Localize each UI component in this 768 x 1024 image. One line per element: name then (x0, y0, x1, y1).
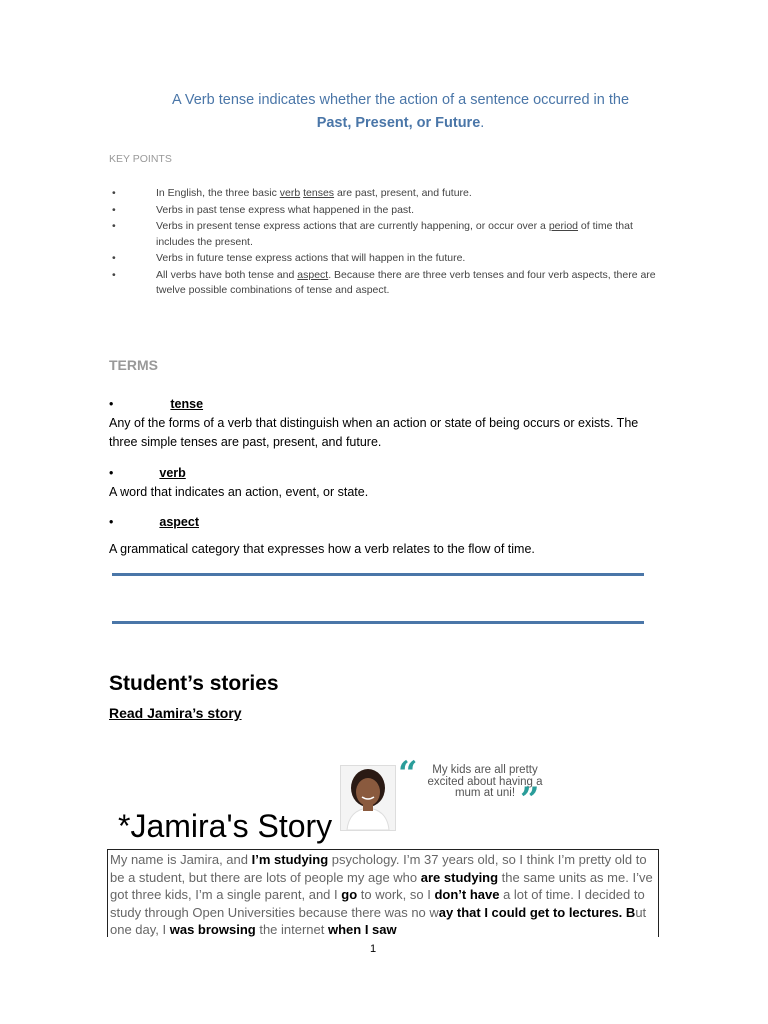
divider (112, 573, 644, 576)
term-title (109, 464, 669, 483)
bullet: • (109, 397, 114, 411)
page-number: 1 (370, 943, 377, 955)
list-item (109, 186, 664, 202)
key-points-heading: KEY POINTS (109, 153, 172, 165)
bullet: • (112, 268, 116, 281)
term-name[interactable]: tense (170, 397, 204, 411)
text: Verbs in present tense express actions that are currently happening, or occur over a (156, 220, 549, 232)
term-title (109, 395, 669, 414)
testimonial-quote (398, 754, 550, 820)
verb-highlight: that I could get to lectures. B (456, 904, 636, 920)
term-verb (109, 464, 669, 502)
text: psychology. I’m 37 years old, so I think I’m pretty old to be a student, but there are lots of people my age who (110, 852, 647, 885)
bullet: • (109, 515, 114, 529)
quote-text: My kids are all pretty excited about having a mum at uni! (427, 764, 543, 799)
read-jamira-story-link[interactable]: Read Jamira’s story (109, 705, 242, 721)
text: Verbs in past tense express what happened in the past. (156, 203, 415, 216)
tenses-link[interactable]: tenses (303, 187, 335, 199)
bullet: • (112, 220, 116, 232)
aspect-link[interactable]: aspect (297, 268, 329, 281)
text: to work, so I (357, 887, 435, 902)
text: My name is Jamira, and (110, 852, 252, 867)
term-name[interactable]: aspect (159, 515, 199, 529)
term-definition: Any of the forms of a verb that distinguish when an action or state of being occurs or exists. The three simple tenses are past, present, and future. (109, 416, 639, 449)
bullet: • (112, 187, 116, 199)
text: All verbs have both tense and (156, 268, 298, 281)
text: . Because there are three verb tenses and four verb aspects, there are twelve possible combinations of tense and aspect. (156, 268, 656, 296)
divider (112, 621, 644, 624)
close-quote-icon: ” (520, 780, 540, 820)
term-aspect (109, 513, 669, 559)
list-item (109, 203, 664, 219)
jamira-photo (340, 765, 396, 831)
text: of time that includes the present. (156, 220, 633, 248)
verb-highlight: when I saw (328, 922, 397, 937)
term-definition: A grammatical category that expresses how a verb relates to the flow of time. (109, 542, 535, 556)
portrait-image (341, 766, 395, 830)
students-stories-heading: Student’s stories (109, 672, 279, 695)
verb-highlight: was browsing (169, 922, 256, 937)
bullet: • (112, 252, 116, 264)
open-quote-icon: “ (398, 754, 418, 794)
intro-period: . (480, 115, 485, 131)
text: Verbs in future tense express actions that will happen in the future. (156, 252, 466, 264)
intro-paragraph (108, 89, 693, 135)
verb-highlight: don’t have (434, 887, 500, 902)
list-item (109, 219, 664, 250)
list-item (109, 251, 664, 267)
text: the internet (255, 922, 328, 937)
key-points-list (109, 186, 664, 300)
text: In English, the three basic (156, 187, 280, 199)
period-link[interactable]: period (548, 220, 579, 232)
text: a lot of time. I decided to study through Open Universities because there was no w (110, 887, 645, 920)
verb-link[interactable]: verb (279, 187, 301, 199)
text: the same units as me. I’ve got three kids, I’m a single parent, and I (110, 869, 653, 902)
verb-highlight: are studying (420, 869, 499, 885)
verb-highlight: I’m studying (251, 852, 329, 867)
intro-tenses: Past, Present, or Future (316, 115, 481, 131)
jamira-story-text (107, 849, 659, 937)
verb-highlight: ay (438, 904, 454, 920)
term-definition: A word that indicates an action, event, or state. (109, 485, 369, 499)
list-item (109, 268, 664, 299)
text: ut one day, I (110, 904, 647, 937)
term-tense (109, 395, 669, 452)
text: are past, present, and future. (334, 187, 472, 199)
term-title (109, 513, 669, 532)
term-name[interactable]: verb (159, 466, 186, 480)
bullet: • (109, 466, 114, 480)
intro-line-1: A Verb tense indicates whether the action of a sentence occurred in the (171, 92, 630, 108)
verb-highlight: go (341, 887, 358, 902)
jamira-story-title: *Jamira's Story (118, 808, 333, 844)
intro-line-2 (108, 112, 693, 135)
bullet: • (112, 203, 116, 216)
terms-heading: TERMS (109, 357, 158, 373)
